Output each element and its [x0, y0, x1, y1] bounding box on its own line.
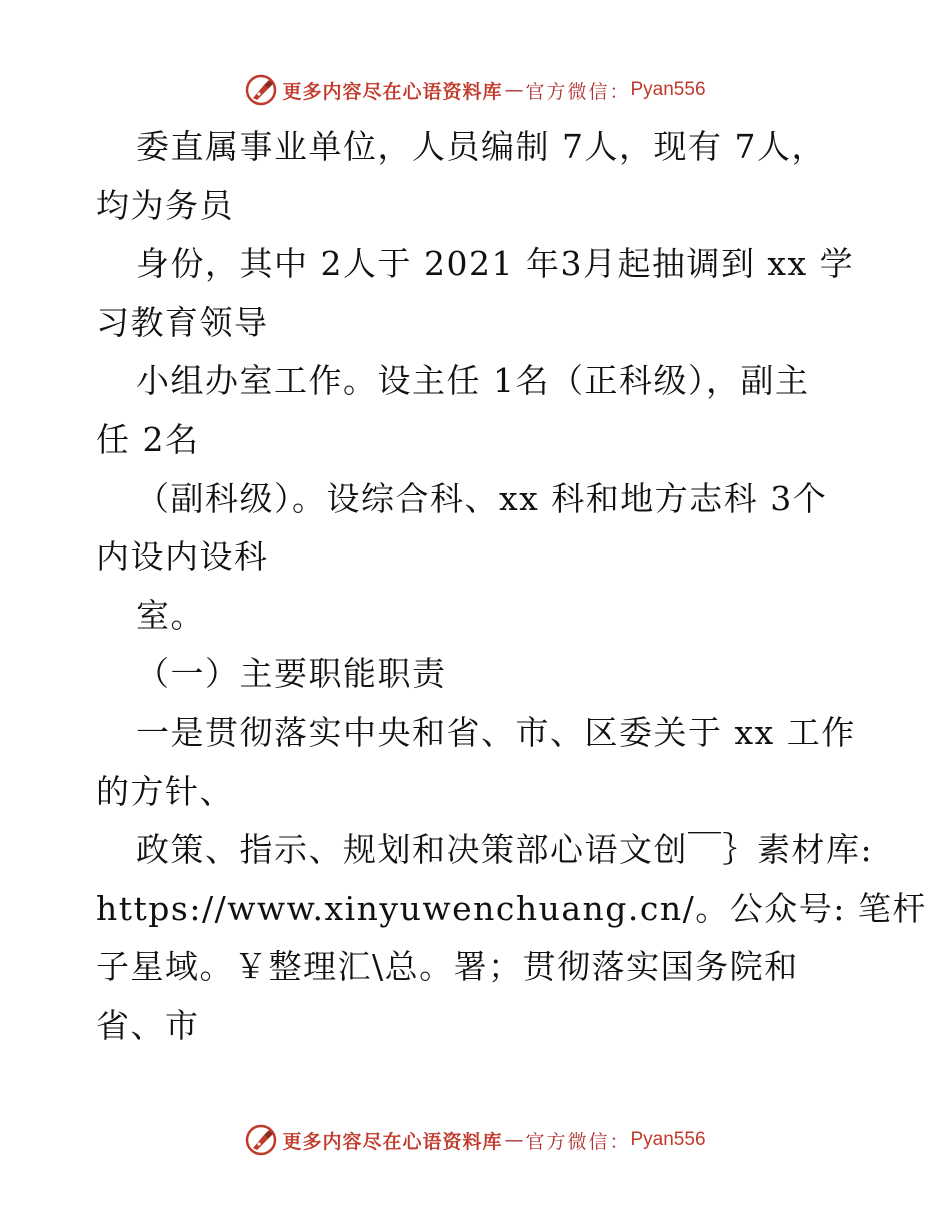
banner-wechat-label: 官方微信：: [525, 80, 631, 103]
body-line: 的方针、: [96, 771, 234, 811]
body-line: 内设内设科: [96, 537, 269, 577]
body-line: 身份，其中 2人于 2021 年3月起抽调到 xx 学: [136, 244, 855, 284]
body-line: 小组办室工作。设主任 1名（正科级），副主: [136, 361, 810, 401]
footer-watermark-banner: [0, 1120, 950, 1160]
banner-brand-text: 更多内容尽在心语资料库: [282, 80, 503, 103]
body-line: 一是贯彻落实中央和省、市、区委关于 xx 工作: [136, 712, 856, 752]
body-line: 委直属事业单位，人员编制 7人，现有 7人，: [136, 127, 826, 166]
section-heading: （一）主要职能职责: [136, 654, 447, 694]
body-line: 省、市: [96, 1005, 200, 1045]
banner-wechat-id: Pyan556: [630, 1129, 706, 1150]
body-line: 室。: [136, 595, 205, 635]
pen-nib-logo-icon: [244, 1123, 278, 1157]
banner-dash: —: [504, 1129, 524, 1151]
banner-brand-text: 更多内容尽在心语资料库: [282, 1130, 503, 1153]
document-body: [96, 118, 927, 1056]
body-line: 任 2名: [96, 419, 200, 459]
body-line: https://www.xinyuwenchuang.cn/。公众号: 笔杆: [96, 888, 927, 928]
banner-wechat-label: 官方微信：: [525, 1130, 631, 1153]
banner-wechat-id: Pyan556: [630, 79, 706, 100]
body-line: 均为务员: [96, 185, 234, 225]
pen-nib-logo-icon: [244, 73, 278, 107]
body-line: 政策、指示、规划和决策部心语文创￣｝素材库:: [136, 830, 874, 870]
body-line: （副科级）。设综合科、xx 科和地方志科 3个: [136, 478, 828, 518]
banner-dash: —: [504, 79, 524, 101]
body-line: 子星域。￥整理汇\总。署；贯彻落实国务院和: [96, 947, 799, 987]
header-watermark-banner: [0, 70, 950, 110]
body-line: 习教育领导: [96, 302, 269, 342]
